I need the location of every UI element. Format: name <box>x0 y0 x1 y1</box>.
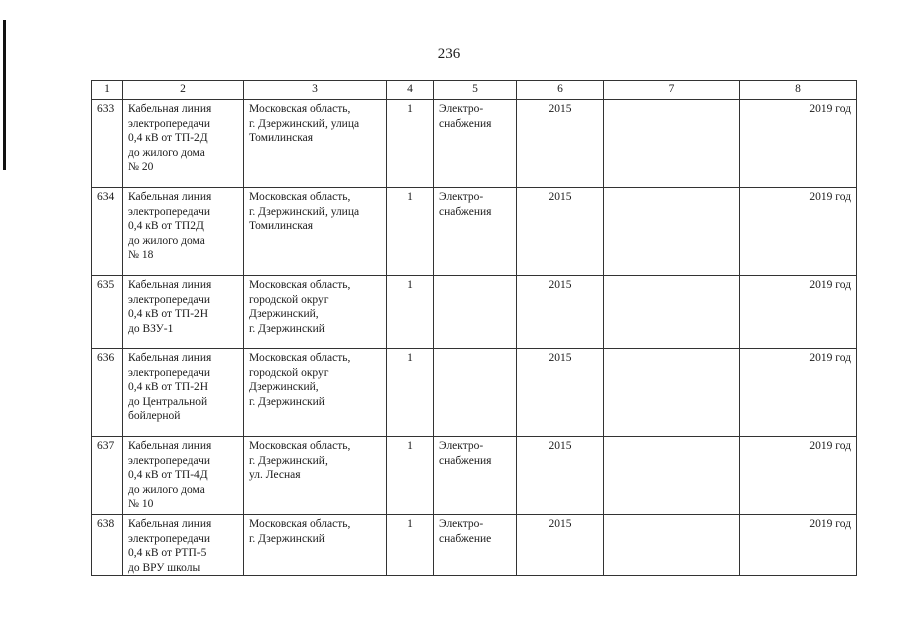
object-name: Кабельная линия электропередачи 0,4 кВ от ТП-2Н до ВЗУ-1 <box>123 276 244 349</box>
object-quantity: 1 <box>387 100 434 188</box>
object-quantity: 1 <box>387 515 434 576</box>
column-header: 5 <box>434 81 517 100</box>
object-year: 2015 <box>517 188 604 276</box>
table-row <box>92 515 857 576</box>
object-purpose: Электро- снабжения <box>434 100 517 188</box>
object-year: 2015 <box>517 276 604 349</box>
scan-edge-mark <box>3 20 6 170</box>
column-header: 7 <box>604 81 740 100</box>
object-name: Кабельная линия электропередачи 0,4 кВ от ТП-2Н до Центральной бойлерной <box>123 349 244 437</box>
row-number: 637 <box>92 437 123 515</box>
column-7-cell <box>604 349 740 437</box>
row-number: 633 <box>92 100 123 188</box>
object-term: 2019 год <box>740 515 857 576</box>
object-address: Московская область, городской округ Дзержинский, г. Дзержинский <box>244 349 387 437</box>
header-row <box>92 81 857 100</box>
row-number: 636 <box>92 349 123 437</box>
registry-table <box>91 80 857 576</box>
object-term: 2019 год <box>740 188 857 276</box>
object-quantity: 1 <box>387 276 434 349</box>
object-year: 2015 <box>517 349 604 437</box>
column-header: 1 <box>92 81 123 100</box>
column-7-cell <box>604 437 740 515</box>
column-7-cell <box>604 276 740 349</box>
table-row <box>92 437 857 515</box>
column-header: 6 <box>517 81 604 100</box>
column-header: 8 <box>740 81 857 100</box>
table-row <box>92 100 857 188</box>
object-term: 2019 год <box>740 276 857 349</box>
object-name: Кабельная линия электропередачи 0,4 кВ от РТП-5 до ВРУ школы <box>123 515 244 576</box>
object-purpose <box>434 276 517 349</box>
row-number: 635 <box>92 276 123 349</box>
table-row <box>92 349 857 437</box>
object-name: Кабельная линия электропередачи 0,4 кВ от ТП2Д до жилого дома № 18 <box>123 188 244 276</box>
object-year: 2015 <box>517 100 604 188</box>
object-address: Московская область, г. Дзержинский, ул. Лесная <box>244 437 387 515</box>
table-row <box>92 276 857 349</box>
table-row <box>92 188 857 276</box>
column-header: 3 <box>244 81 387 100</box>
column-7-cell <box>604 188 740 276</box>
column-header: 4 <box>387 81 434 100</box>
column-7-cell <box>604 100 740 188</box>
object-address: Московская область, городской округ Дзержинский, г. Дзержинский <box>244 276 387 349</box>
object-quantity: 1 <box>387 188 434 276</box>
object-year: 2015 <box>517 515 604 576</box>
object-purpose: Электро- снабжения <box>434 188 517 276</box>
object-name: Кабельная линия электропередачи 0,4 кВ от ТП-2Д до жилого дома № 20 <box>123 100 244 188</box>
object-term: 2019 год <box>740 100 857 188</box>
row-number: 634 <box>92 188 123 276</box>
object-term: 2019 год <box>740 349 857 437</box>
column-header: 2 <box>123 81 244 100</box>
object-name: Кабельная линия электропередачи 0,4 кВ от ТП-4Д до жилого дома № 10 <box>123 437 244 515</box>
object-year: 2015 <box>517 437 604 515</box>
object-quantity: 1 <box>387 437 434 515</box>
object-address: Московская область, г. Дзержинский, улица Томилинская <box>244 188 387 276</box>
row-number: 638 <box>92 515 123 576</box>
object-address: Московская область, г. Дзержинский <box>244 515 387 576</box>
object-purpose: Электро- снабжения <box>434 437 517 515</box>
object-term: 2019 год <box>740 437 857 515</box>
object-address: Московская область, г. Дзержинский, улица Томилинская <box>244 100 387 188</box>
column-7-cell <box>604 515 740 576</box>
object-purpose: Электро- снабжение <box>434 515 517 576</box>
object-purpose <box>434 349 517 437</box>
page-number: 236 <box>437 46 461 62</box>
object-quantity: 1 <box>387 349 434 437</box>
